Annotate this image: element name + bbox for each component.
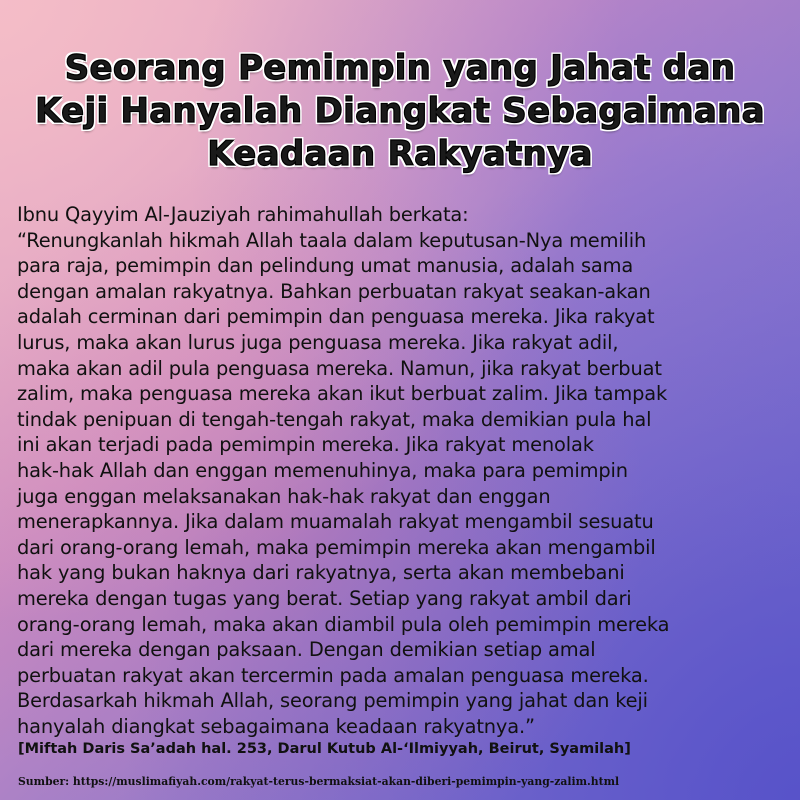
title-line-3: Keadaan Rakyatnya <box>207 133 593 174</box>
page-title <box>20 47 780 176</box>
quote-line: para raja, pemimpin dan pelindung umat manusia, adalah sama <box>17 254 634 278</box>
quote-line: tindak penipuan di tengah-tengah rakyat, maka demikian pula hal <box>17 407 652 431</box>
citation: [Miftah Daris Sa’adah hal. 253, Darul Kutub Al-‘Ilmiyyah, Beirut, Syamilah] <box>18 741 631 757</box>
quote-line: menerapkannya. Jika dalam muamalah rakyat mengambil sesuatu <box>17 510 654 534</box>
quote-line: perbuatan rakyat akan tercermin pada amalan penguasa mereka. <box>17 663 649 687</box>
quote-line: hak-hak Allah dan enggan memenuhinya, maka para pemimpin <box>17 458 628 482</box>
quote-line: mereka dengan tugas yang berat. Setiap yang rakyat ambil dari <box>17 586 632 610</box>
quote-line: maka akan adil pula penguasa mereka. Namun, jika rakyat berbuat <box>17 356 662 380</box>
quote-line: dari orang-orang lemah, maka pemimpin mereka akan mengambil <box>17 535 656 559</box>
quote-line: “Renungkanlah hikmah Allah taala dalam keputusan-Nya memilih <box>17 228 647 252</box>
title-line-1: Seorang Pemimpin yang Jahat dan <box>64 47 736 88</box>
quote-line: Ibnu Qayyim Al-Jauziyah rahimahullah berkata: <box>17 203 469 226</box>
quote-line: hak yang bukan haknya dari rakyatnya, serta akan membebani <box>17 561 625 585</box>
quote-line: orang-orang lemah, maka akan diambil pula oleh pemimpin mereka <box>17 612 670 636</box>
title-line-2: Keji Hanyalah Diangkat Sebagaimana <box>35 90 765 131</box>
quote-line: ini akan terjadi pada pemimpin mereka. Jika rakyat menolak <box>17 433 594 457</box>
source-line: Sumber: https://muslimafiyah.com/rakyat-terus-bermaksiat-akan-diberi-pemimpin-yang-zalim.html <box>18 775 620 788</box>
quote-line: juga enggan melaksanakan hak-hak rakyat dan enggan <box>17 484 551 508</box>
quote-line: hanyalah diangkat sebagaimana keadaan rakyatnya.” <box>17 714 535 738</box>
quote-line: dari mereka dengan paksaan. Dengan demikian setiap amal <box>17 638 596 662</box>
quote-line: dengan amalan rakyatnya. Bahkan perbuatan rakyat seakan-akan <box>17 279 651 303</box>
quote-line: zalim, maka penguasa mereka akan ikut berbuat zalim. Jika tampak <box>17 382 668 406</box>
quote-line: adalah cerminan dari pemimpin dan penguasa mereka. Jika rakyat <box>17 305 655 329</box>
quote-body <box>17 202 785 739</box>
quote-line: Berdasarkah hikmah Allah, seorang pemimpin yang jahat dan keji <box>17 689 648 713</box>
quote-line: lurus, maka akan lurus juga penguasa mereka. Jika rakyat adil, <box>17 330 619 354</box>
